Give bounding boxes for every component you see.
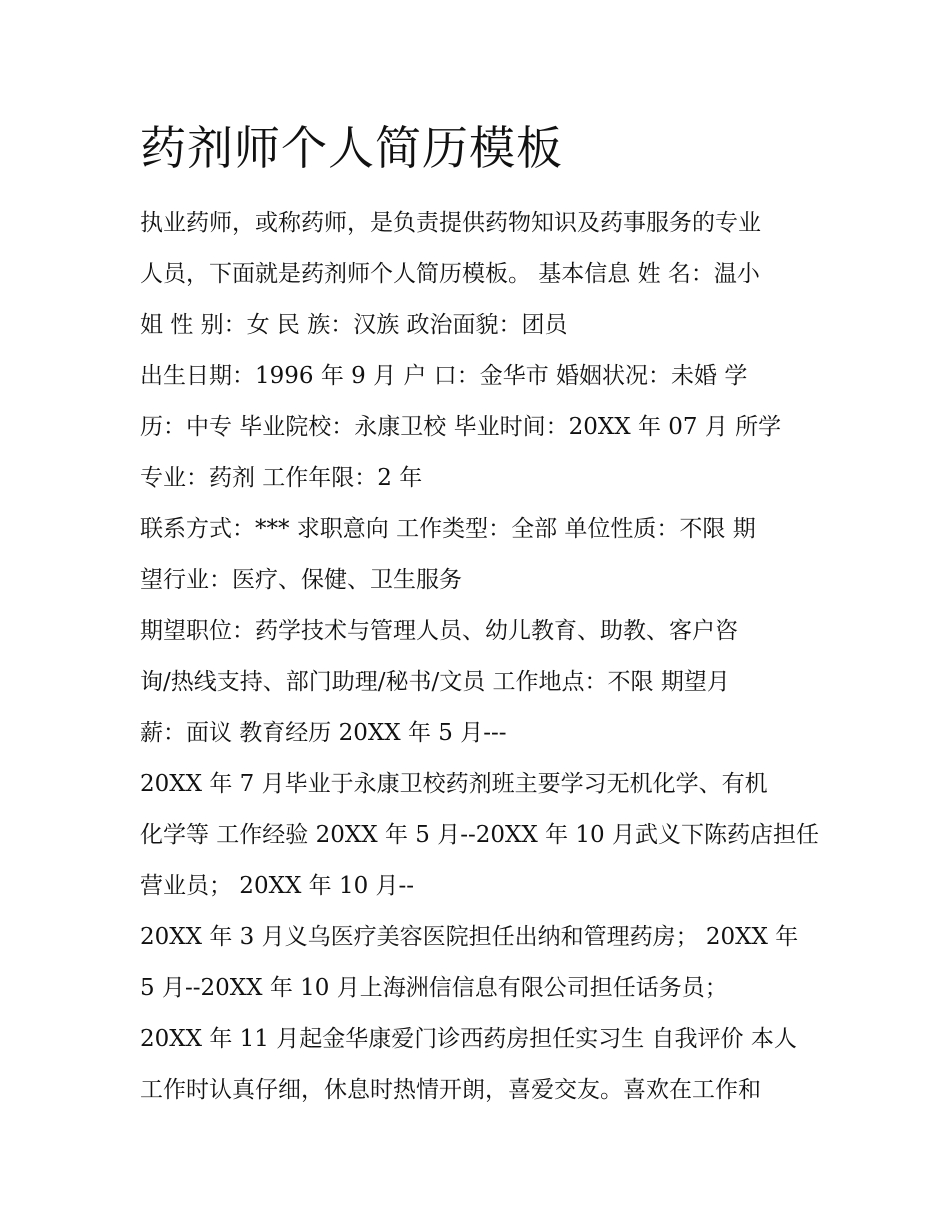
body-line: 人员，下面就是药剂师个人简历模板。 基本信息 姓 名：温小 — [140, 261, 760, 287]
body-line: 询/热线支持、部门助理/秘书/文员 工作地点：不限 期望月 — [140, 669, 730, 695]
body-line: 薪：面议 教育经历 20XX 年 5 月--- — [140, 720, 507, 746]
document-body — [140, 198, 820, 1116]
body-line: 5 月--20XX 年 10 月上海洲信信息有限公司担任话务员； — [140, 975, 728, 1001]
body-line: 姐 性 别：女 民 族：汉族 政治面貌：团员 — [140, 312, 568, 338]
body-line: 化学等 工作经验 20XX 年 5 月--20XX 年 10 月武义下陈药店担任 — [140, 822, 819, 848]
body-line: 工作时认真仔细，休息时热情开朗，喜爱交友。喜欢在工作和 — [140, 1077, 761, 1103]
body-line: 期望职位：药学技术与管理人员、幼儿教育、助教、客户咨 — [140, 618, 738, 644]
body-line: 专业：药剂 工作年限：2 年 — [140, 465, 423, 491]
body-line: 出生日期：1996 年 9 月 户 口：金华市 婚姻状况：未婚 学 — [140, 363, 748, 389]
body-line: 20XX 年 11 月起金华康爱门诊西药房担任实习生 自我评价 本人 — [140, 1026, 797, 1052]
document-title: 药剂师个人简历模板 — [140, 121, 563, 175]
body-line: 营业员； 20XX 年 10 月-- — [140, 873, 415, 899]
body-line: 20XX 年 7 月毕业于永康卫校药剂班主要学习无机化学、有机 — [140, 771, 768, 797]
body-line: 望行业：医疗、保健、卫生服务 — [140, 567, 462, 593]
body-line: 20XX 年 3 月义乌医疗美容医院担任出纳和管理药房； 20XX 年 — [140, 924, 799, 950]
body-line: 执业药师，或称药师，是负责提供药物知识及药事服务的专业 — [140, 210, 761, 236]
body-line: 历：中专 毕业院校：永康卫校 毕业时间：20XX 年 07 月 所学 — [140, 414, 782, 440]
body-line: 联系方式：*** 求职意向 工作类型：全部 单位性质：不限 期 — [140, 516, 756, 542]
